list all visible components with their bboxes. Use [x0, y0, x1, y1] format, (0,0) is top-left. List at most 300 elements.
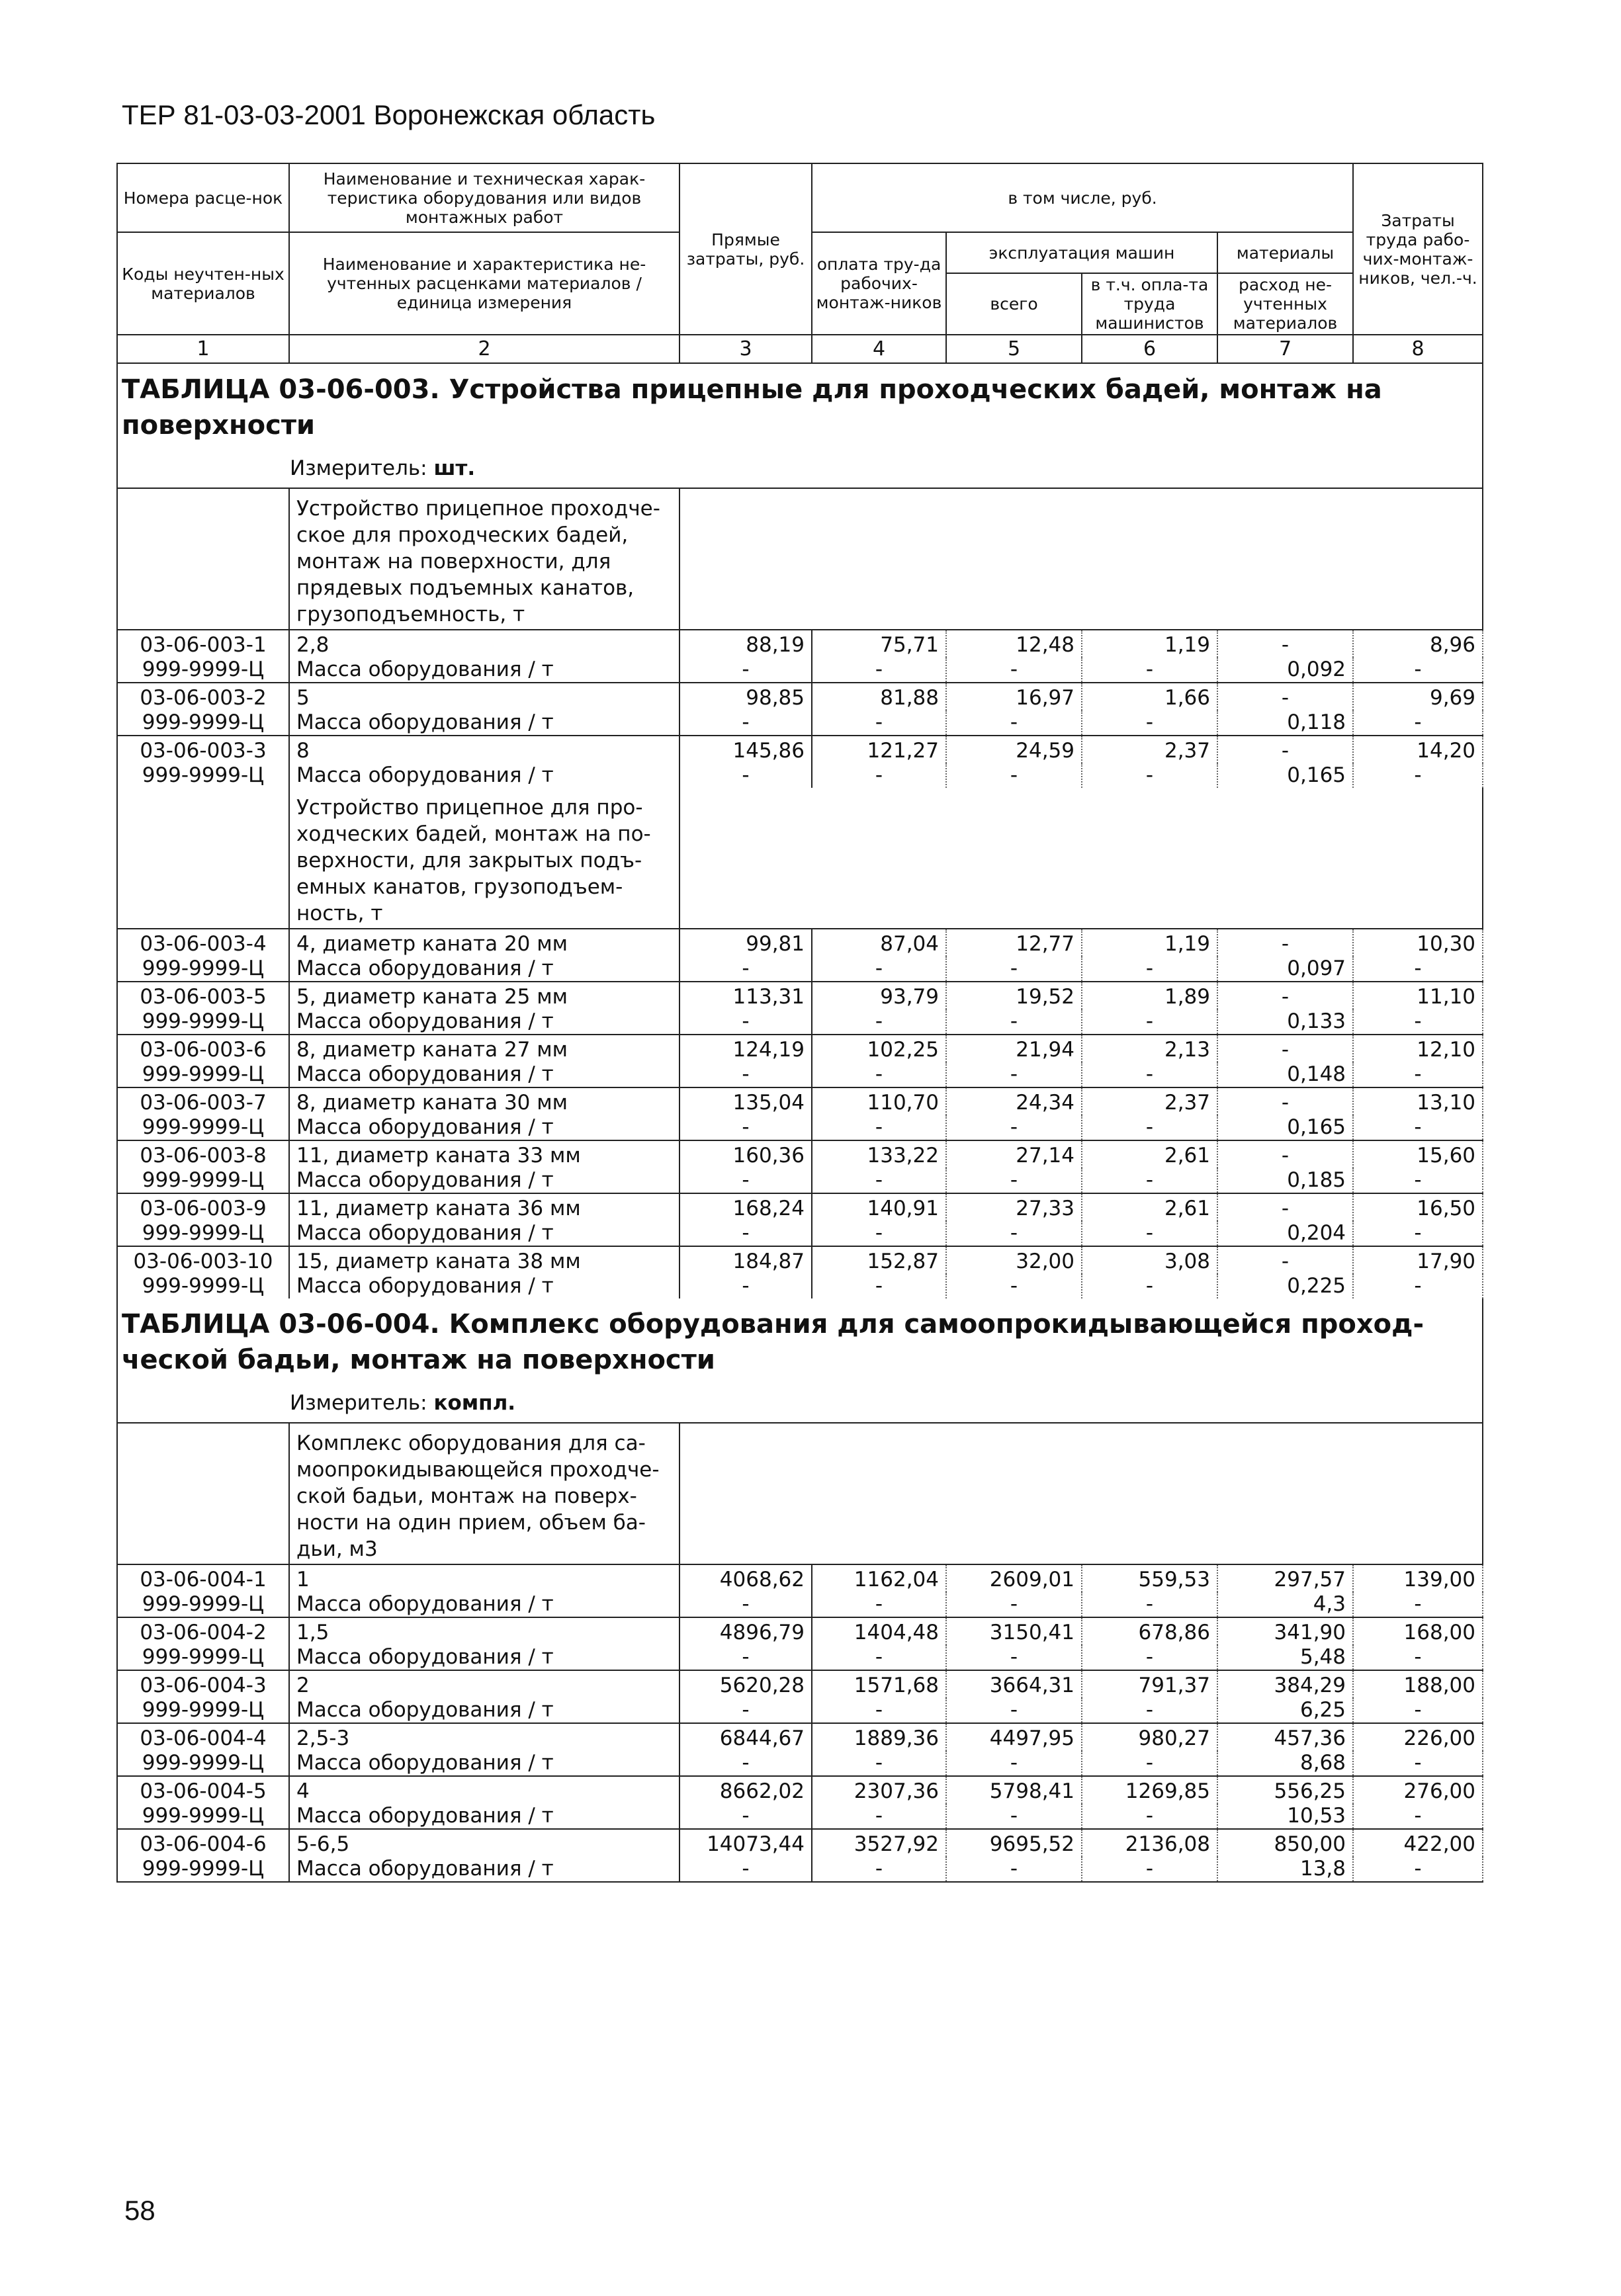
- material-value: -: [812, 1857, 946, 1882]
- group-description-row: [117, 788, 1483, 929]
- rate-value: 226,00: [1353, 1723, 1483, 1751]
- rate-code: 03-06-003-5: [117, 982, 289, 1009]
- rate-value: 5798,41: [946, 1776, 1082, 1804]
- material-value: -: [812, 658, 946, 683]
- material-name: Масса оборудования / т: [289, 1751, 679, 1776]
- rate-value: 121,27: [812, 736, 946, 763]
- material-value: -: [1353, 957, 1483, 982]
- material-value: -: [812, 1274, 946, 1298]
- rate-row: [117, 1035, 1483, 1062]
- rate-row: [117, 1723, 1483, 1751]
- rate-code: 03-06-004-3: [117, 1670, 289, 1698]
- rate-value: 14,20: [1353, 736, 1483, 763]
- rate-value: -: [1217, 982, 1353, 1009]
- rate-value: 850,00: [1217, 1829, 1353, 1857]
- empty-cell: [117, 488, 289, 630]
- group-description-row: [117, 488, 1483, 630]
- material-value: -: [946, 763, 1082, 788]
- rate-code: 03-06-003-8: [117, 1140, 289, 1168]
- rate-value: 2609,01: [946, 1564, 1082, 1592]
- material-value: -: [812, 710, 946, 736]
- material-value: -: [1353, 1751, 1483, 1776]
- col-labor-costs: Затраты труда рабо-чих-монтаж-ников, чел.-ч.: [1353, 163, 1483, 335]
- column-number: 6: [1082, 335, 1217, 363]
- material-code: 999-9999-Ц: [117, 1592, 289, 1617]
- material-value: -: [1082, 1009, 1217, 1035]
- material-value: -: [812, 1062, 946, 1087]
- material-name: Масса оборудования / т: [289, 1062, 679, 1087]
- rate-value: 16,97: [946, 683, 1082, 710]
- rate-code: 03-06-004-4: [117, 1723, 289, 1751]
- material-row: [117, 1592, 1483, 1617]
- material-value: -: [812, 1221, 946, 1246]
- rate-value: 133,22: [812, 1140, 946, 1168]
- material-value: -: [1082, 1062, 1217, 1087]
- group-description-row: [117, 1423, 1483, 1564]
- material-value: -: [812, 1645, 946, 1670]
- rate-value: -: [1217, 1140, 1353, 1168]
- col-group-materials: материалы: [1217, 232, 1353, 273]
- col-group-machines: эксплуатация машин: [946, 232, 1217, 273]
- material-row: [117, 1221, 1483, 1246]
- rate-value: 24,34: [946, 1087, 1082, 1115]
- rate-value: 1,66: [1082, 683, 1217, 710]
- table-title-row: [117, 363, 1483, 447]
- rate-value: 3150,41: [946, 1617, 1082, 1645]
- rate-value: 6844,67: [679, 1723, 812, 1751]
- empty-cell: [117, 1423, 289, 1564]
- rate-value: 14073,44: [679, 1829, 812, 1857]
- rate-value: 145,86: [679, 736, 812, 763]
- material-value: 0,225: [1217, 1274, 1353, 1298]
- rate-value: 1162,04: [812, 1564, 946, 1592]
- material-value: 13,8: [1217, 1857, 1353, 1882]
- rate-row: [117, 1670, 1483, 1698]
- material-value: -: [1082, 1751, 1217, 1776]
- material-value: -: [679, 1804, 812, 1829]
- rate-value: 75,71: [812, 630, 946, 658]
- material-code: 999-9999-Ц: [117, 1857, 289, 1882]
- material-value: -: [1353, 1009, 1483, 1035]
- column-number: 7: [1217, 335, 1353, 363]
- material-name: Масса оборудования / т: [289, 1698, 679, 1723]
- column-numbers-row: [117, 335, 1483, 363]
- rate-value: 5620,28: [679, 1670, 812, 1698]
- rate-value: 3664,31: [946, 1670, 1082, 1698]
- column-number: 3: [679, 335, 812, 363]
- material-code: 999-9999-Ц: [117, 1115, 289, 1140]
- rate-name: 11, диаметр каната 33 мм: [289, 1140, 679, 1168]
- col-material-consumption: расход не-учтенных материалов: [1217, 273, 1353, 335]
- material-code: 999-9999-Ц: [117, 1274, 289, 1298]
- material-value: -: [946, 658, 1082, 683]
- rate-code: 03-06-004-6: [117, 1829, 289, 1857]
- material-name: Масса оборудования / т: [289, 1009, 679, 1035]
- material-value: -: [679, 710, 812, 736]
- material-value: -: [812, 1168, 946, 1193]
- rate-name: 4: [289, 1776, 679, 1804]
- col-group-including: в том числе, руб.: [812, 163, 1353, 232]
- group-description: Устройство прицепное проходче- ское для проходческих бадей, монтаж на поверхности, для прядевых подъемных канатов, грузоподъемность, т: [289, 488, 679, 630]
- material-value: -: [946, 1645, 1082, 1670]
- material-row: [117, 1168, 1483, 1193]
- material-value: -: [1082, 1698, 1217, 1723]
- rate-name: 15, диаметр каната 38 мм: [289, 1246, 679, 1274]
- column-number: 1: [117, 335, 289, 363]
- rate-row: [117, 1193, 1483, 1221]
- measure-label: Измеритель:: [290, 456, 427, 480]
- material-value: -: [1082, 1115, 1217, 1140]
- rate-value: -: [1217, 1193, 1353, 1221]
- rate-value: 2,13: [1082, 1035, 1217, 1062]
- material-name: Масса оборудования / т: [289, 1115, 679, 1140]
- material-value: -: [812, 763, 946, 788]
- rate-value: 2136,08: [1082, 1829, 1217, 1857]
- rate-value: 8,96: [1353, 630, 1483, 658]
- material-value: -: [679, 1698, 812, 1723]
- material-code: 999-9999-Ц: [117, 1168, 289, 1193]
- rate-value: 341,90: [1217, 1617, 1353, 1645]
- material-value: -: [1082, 1592, 1217, 1617]
- table-header: [117, 163, 1483, 363]
- material-value: -: [946, 1009, 1082, 1035]
- material-value: 0,148: [1217, 1062, 1353, 1087]
- material-value: -: [1353, 1645, 1483, 1670]
- material-value: -: [1353, 710, 1483, 736]
- col-worker-pay: оплата тру-да рабочих-монтаж-ников: [812, 232, 946, 335]
- rate-row: [117, 1087, 1483, 1115]
- rate-value: 13,10: [1353, 1087, 1483, 1115]
- measure-row: [117, 1382, 1483, 1423]
- rate-value: 124,19: [679, 1035, 812, 1062]
- rate-value: 27,14: [946, 1140, 1082, 1168]
- rate-value: 93,79: [812, 982, 946, 1009]
- rate-value: 556,25: [1217, 1776, 1353, 1804]
- material-value: 0,185: [1217, 1168, 1353, 1193]
- material-value: -: [946, 1062, 1082, 1087]
- rate-name: 8: [289, 736, 679, 763]
- column-number: 2: [289, 335, 679, 363]
- material-code: 999-9999-Ц: [117, 1009, 289, 1035]
- material-value: -: [679, 1062, 812, 1087]
- rate-name: 2,5-3: [289, 1723, 679, 1751]
- material-value: -: [1353, 1592, 1483, 1617]
- rate-value: 139,00: [1353, 1564, 1483, 1592]
- material-value: 0,165: [1217, 1115, 1353, 1140]
- material-value: -: [679, 1592, 812, 1617]
- column-number: 8: [1353, 335, 1483, 363]
- material-value: -: [679, 1221, 812, 1246]
- rate-name: 11, диаметр каната 36 мм: [289, 1193, 679, 1221]
- material-code: 999-9999-Ц: [117, 763, 289, 788]
- rate-value: 102,25: [812, 1035, 946, 1062]
- rate-value: 4896,79: [679, 1617, 812, 1645]
- material-value: -: [946, 1804, 1082, 1829]
- material-value: -: [679, 1009, 812, 1035]
- rate-name: 1,5: [289, 1617, 679, 1645]
- material-value: -: [946, 1115, 1082, 1140]
- material-value: -: [679, 1645, 812, 1670]
- material-value: -: [679, 957, 812, 982]
- material-value: 0,165: [1217, 763, 1353, 788]
- material-value: -: [946, 957, 1082, 982]
- material-value: -: [812, 1698, 946, 1723]
- rate-value: -: [1217, 929, 1353, 957]
- rate-code: 03-06-003-10: [117, 1246, 289, 1274]
- empty-cell: [679, 1423, 1483, 1564]
- material-code: 999-9999-Ц: [117, 1804, 289, 1829]
- rate-value: 12,10: [1353, 1035, 1483, 1062]
- material-row: [117, 1115, 1483, 1140]
- rate-row: [117, 929, 1483, 957]
- rate-code: 03-06-003-6: [117, 1035, 289, 1062]
- rate-code: 03-06-004-2: [117, 1617, 289, 1645]
- rate-value: 4497,95: [946, 1723, 1082, 1751]
- rate-name: 5, диаметр каната 25 мм: [289, 982, 679, 1009]
- rate-name: 2,8: [289, 630, 679, 658]
- rate-value: 24,59: [946, 736, 1082, 763]
- col-rate-numbers: Номера расце-нок: [117, 163, 289, 232]
- rate-name: 5: [289, 683, 679, 710]
- rate-value: 12,77: [946, 929, 1082, 957]
- material-row: [117, 1645, 1483, 1670]
- material-value: -: [812, 1592, 946, 1617]
- material-value: 6,25: [1217, 1698, 1353, 1723]
- rate-value: 87,04: [812, 929, 946, 957]
- rate-value: 1404,48: [812, 1617, 946, 1645]
- rate-value: -: [1217, 1087, 1353, 1115]
- material-code: 999-9999-Ц: [117, 1221, 289, 1246]
- material-value: -: [946, 710, 1082, 736]
- rate-value: 15,60: [1353, 1140, 1483, 1168]
- rate-value: 8662,02: [679, 1776, 812, 1804]
- rate-value: 2,61: [1082, 1140, 1217, 1168]
- group-description: Устройство прицепное для про- ходческих бадей, монтаж на по- верхности, для закрытых подъ- емных канатов, грузоподъем- ность, т: [289, 788, 679, 929]
- rate-name: 1: [289, 1564, 679, 1592]
- measure-unit: [117, 447, 1483, 488]
- rate-value: 422,00: [1353, 1829, 1483, 1857]
- material-value: -: [1082, 1857, 1217, 1882]
- empty-cell: [117, 788, 289, 929]
- material-value: -: [1082, 1274, 1217, 1298]
- rate-value: -: [1217, 630, 1353, 658]
- rate-value: 1,19: [1082, 630, 1217, 658]
- rate-value: 10,30: [1353, 929, 1483, 957]
- col-material-codes: Коды неучтен-ных материалов: [117, 232, 289, 335]
- material-value: -: [679, 763, 812, 788]
- material-value: -: [946, 1698, 1082, 1723]
- rate-name: 8, диаметр каната 30 мм: [289, 1087, 679, 1115]
- rate-value: 135,04: [679, 1087, 812, 1115]
- material-value: 5,48: [1217, 1645, 1353, 1670]
- rate-value: 9,69: [1353, 683, 1483, 710]
- material-value: -: [812, 1115, 946, 1140]
- rate-row: [117, 736, 1483, 763]
- measure-value: компл.: [433, 1391, 516, 1415]
- table-title-row: [117, 1298, 1483, 1382]
- rate-value: 110,70: [812, 1087, 946, 1115]
- rate-value: 2,37: [1082, 736, 1217, 763]
- material-value: -: [679, 1274, 812, 1298]
- rate-value: 140,91: [812, 1193, 946, 1221]
- measure-label: Измеритель:: [290, 1391, 427, 1415]
- rate-row: [117, 1617, 1483, 1645]
- material-name: Масса оборудования / т: [289, 710, 679, 736]
- material-value: -: [679, 1751, 812, 1776]
- material-value: 0,118: [1217, 710, 1353, 736]
- rate-row: [117, 1776, 1483, 1804]
- material-name: Масса оборудования / т: [289, 658, 679, 683]
- material-value: -: [679, 1115, 812, 1140]
- rate-value: -: [1217, 683, 1353, 710]
- material-row: [117, 1804, 1483, 1829]
- material-name: Масса оборудования / т: [289, 957, 679, 982]
- material-row: [117, 1009, 1483, 1035]
- rate-value: 2,61: [1082, 1193, 1217, 1221]
- rate-row: [117, 630, 1483, 658]
- rate-value: 1269,85: [1082, 1776, 1217, 1804]
- rate-value: 113,31: [679, 982, 812, 1009]
- rate-row: [117, 1564, 1483, 1592]
- rate-value: 1889,36: [812, 1723, 946, 1751]
- rate-value: 559,53: [1082, 1564, 1217, 1592]
- rate-value: 2,37: [1082, 1087, 1217, 1115]
- rate-value: 32,00: [946, 1246, 1082, 1274]
- material-name: Масса оборудования / т: [289, 1168, 679, 1193]
- rate-value: 980,27: [1082, 1723, 1217, 1751]
- rates-table: [116, 163, 1483, 1883]
- group-description: Комплекс оборудования для са- моопрокидывающейся проходче- ской бадьи, монтаж на поверх- ности на один прием, объем ба- дьи, м3: [289, 1423, 679, 1564]
- rate-value: 19,52: [946, 982, 1082, 1009]
- material-value: -: [1082, 658, 1217, 683]
- material-value: -: [1353, 1221, 1483, 1246]
- material-name: Масса оборудования / т: [289, 1221, 679, 1246]
- rate-value: 188,00: [1353, 1670, 1483, 1698]
- rate-value: 3,08: [1082, 1246, 1217, 1274]
- material-value: -: [946, 1857, 1082, 1882]
- rate-value: 88,19: [679, 630, 812, 658]
- material-value: -: [812, 957, 946, 982]
- material-value: 10,53: [1217, 1804, 1353, 1829]
- rate-name: 8, диаметр каната 27 мм: [289, 1035, 679, 1062]
- table-title: ТАБЛИЦА 03-06-004. Комплекс оборудования для самоопрокидывающейся проход-ческой бадьи, монтаж на поверхности: [117, 1298, 1483, 1382]
- measure-value: шт.: [433, 456, 476, 480]
- material-value: -: [812, 1751, 946, 1776]
- material-value: -: [1082, 957, 1217, 982]
- document-header: ТЕР 81-03-03-2001 Воронежская область: [122, 99, 656, 130]
- rate-value: 384,29: [1217, 1670, 1353, 1698]
- material-row: [117, 1857, 1483, 1882]
- material-name: Масса оборудования / т: [289, 1645, 679, 1670]
- material-value: -: [1353, 1857, 1483, 1882]
- rate-value: -: [1217, 1246, 1353, 1274]
- material-row: [117, 658, 1483, 683]
- rate-value: 81,88: [812, 683, 946, 710]
- rate-value: 2307,36: [812, 1776, 946, 1804]
- material-value: -: [946, 1168, 1082, 1193]
- rate-value: 12,48: [946, 630, 1082, 658]
- rate-value: 457,36: [1217, 1723, 1353, 1751]
- material-value: -: [1353, 1804, 1483, 1829]
- rate-name: 4, диаметр каната 20 мм: [289, 929, 679, 957]
- rate-value: 160,36: [679, 1140, 812, 1168]
- material-row: [117, 710, 1483, 736]
- material-row: [117, 1698, 1483, 1723]
- rate-value: -: [1217, 736, 1353, 763]
- col-machines-total: всего: [946, 273, 1082, 335]
- material-value: -: [1353, 1168, 1483, 1193]
- material-value: -: [1353, 658, 1483, 683]
- material-value: 8,68: [1217, 1751, 1353, 1776]
- rate-value: 21,94: [946, 1035, 1082, 1062]
- column-number: 4: [812, 335, 946, 363]
- rate-code: 03-06-003-3: [117, 736, 289, 763]
- rate-name: 5-6,5: [289, 1829, 679, 1857]
- material-name: Масса оборудования / т: [289, 763, 679, 788]
- material-value: -: [1353, 1698, 1483, 1723]
- rate-code: 03-06-003-2: [117, 683, 289, 710]
- material-value: -: [1082, 763, 1217, 788]
- material-code: 999-9999-Ц: [117, 957, 289, 982]
- rate-value: 4068,62: [679, 1564, 812, 1592]
- table-body: [117, 363, 1483, 1882]
- rate-value: 1,19: [1082, 929, 1217, 957]
- rate-value: 791,37: [1082, 1670, 1217, 1698]
- rate-value: 27,33: [946, 1193, 1082, 1221]
- rate-name: 2: [289, 1670, 679, 1698]
- col-direct-costs: Прямые затраты, руб.: [679, 163, 812, 335]
- material-value: -: [946, 1592, 1082, 1617]
- material-row: [117, 1274, 1483, 1298]
- material-value: 0,097: [1217, 957, 1353, 982]
- material-row: [117, 957, 1483, 982]
- material-value: 0,204: [1217, 1221, 1353, 1246]
- material-value: -: [1082, 1645, 1217, 1670]
- rate-code: 03-06-003-9: [117, 1193, 289, 1221]
- material-value: -: [679, 1857, 812, 1882]
- rate-value: 16,50: [1353, 1193, 1483, 1221]
- material-name: Масса оборудования / т: [289, 1274, 679, 1298]
- measure-row: [117, 447, 1483, 488]
- material-value: -: [812, 1804, 946, 1829]
- material-value: -: [1082, 1804, 1217, 1829]
- rate-row: [117, 1829, 1483, 1857]
- material-value: -: [1082, 1221, 1217, 1246]
- material-value: -: [1353, 1274, 1483, 1298]
- material-code: 999-9999-Ц: [117, 1698, 289, 1723]
- rate-code: 03-06-003-1: [117, 630, 289, 658]
- material-name: Масса оборудования / т: [289, 1857, 679, 1882]
- material-code: 999-9999-Ц: [117, 1751, 289, 1776]
- rate-value: 184,87: [679, 1246, 812, 1274]
- material-value: -: [812, 1009, 946, 1035]
- rate-value: 99,81: [679, 929, 812, 957]
- rates-table-wrapper: [116, 163, 1482, 1883]
- rate-value: 152,87: [812, 1246, 946, 1274]
- rate-value: 9695,52: [946, 1829, 1082, 1857]
- rate-row: [117, 683, 1483, 710]
- material-value: -: [946, 1274, 1082, 1298]
- material-value: -: [1353, 1062, 1483, 1087]
- col-work-name: Наименование и техническая харак-теристика оборудования или видов монтажных работ: [289, 163, 679, 232]
- rate-value: 297,57: [1217, 1564, 1353, 1592]
- rate-row: [117, 1246, 1483, 1274]
- rate-value: 1571,68: [812, 1670, 946, 1698]
- material-value: -: [1353, 763, 1483, 788]
- table-title: ТАБЛИЦА 03-06-003. Устройства прицепные для проходческих бадей, монтаж на поверхности: [117, 363, 1483, 447]
- material-value: -: [1082, 1168, 1217, 1193]
- rate-value: 11,10: [1353, 982, 1483, 1009]
